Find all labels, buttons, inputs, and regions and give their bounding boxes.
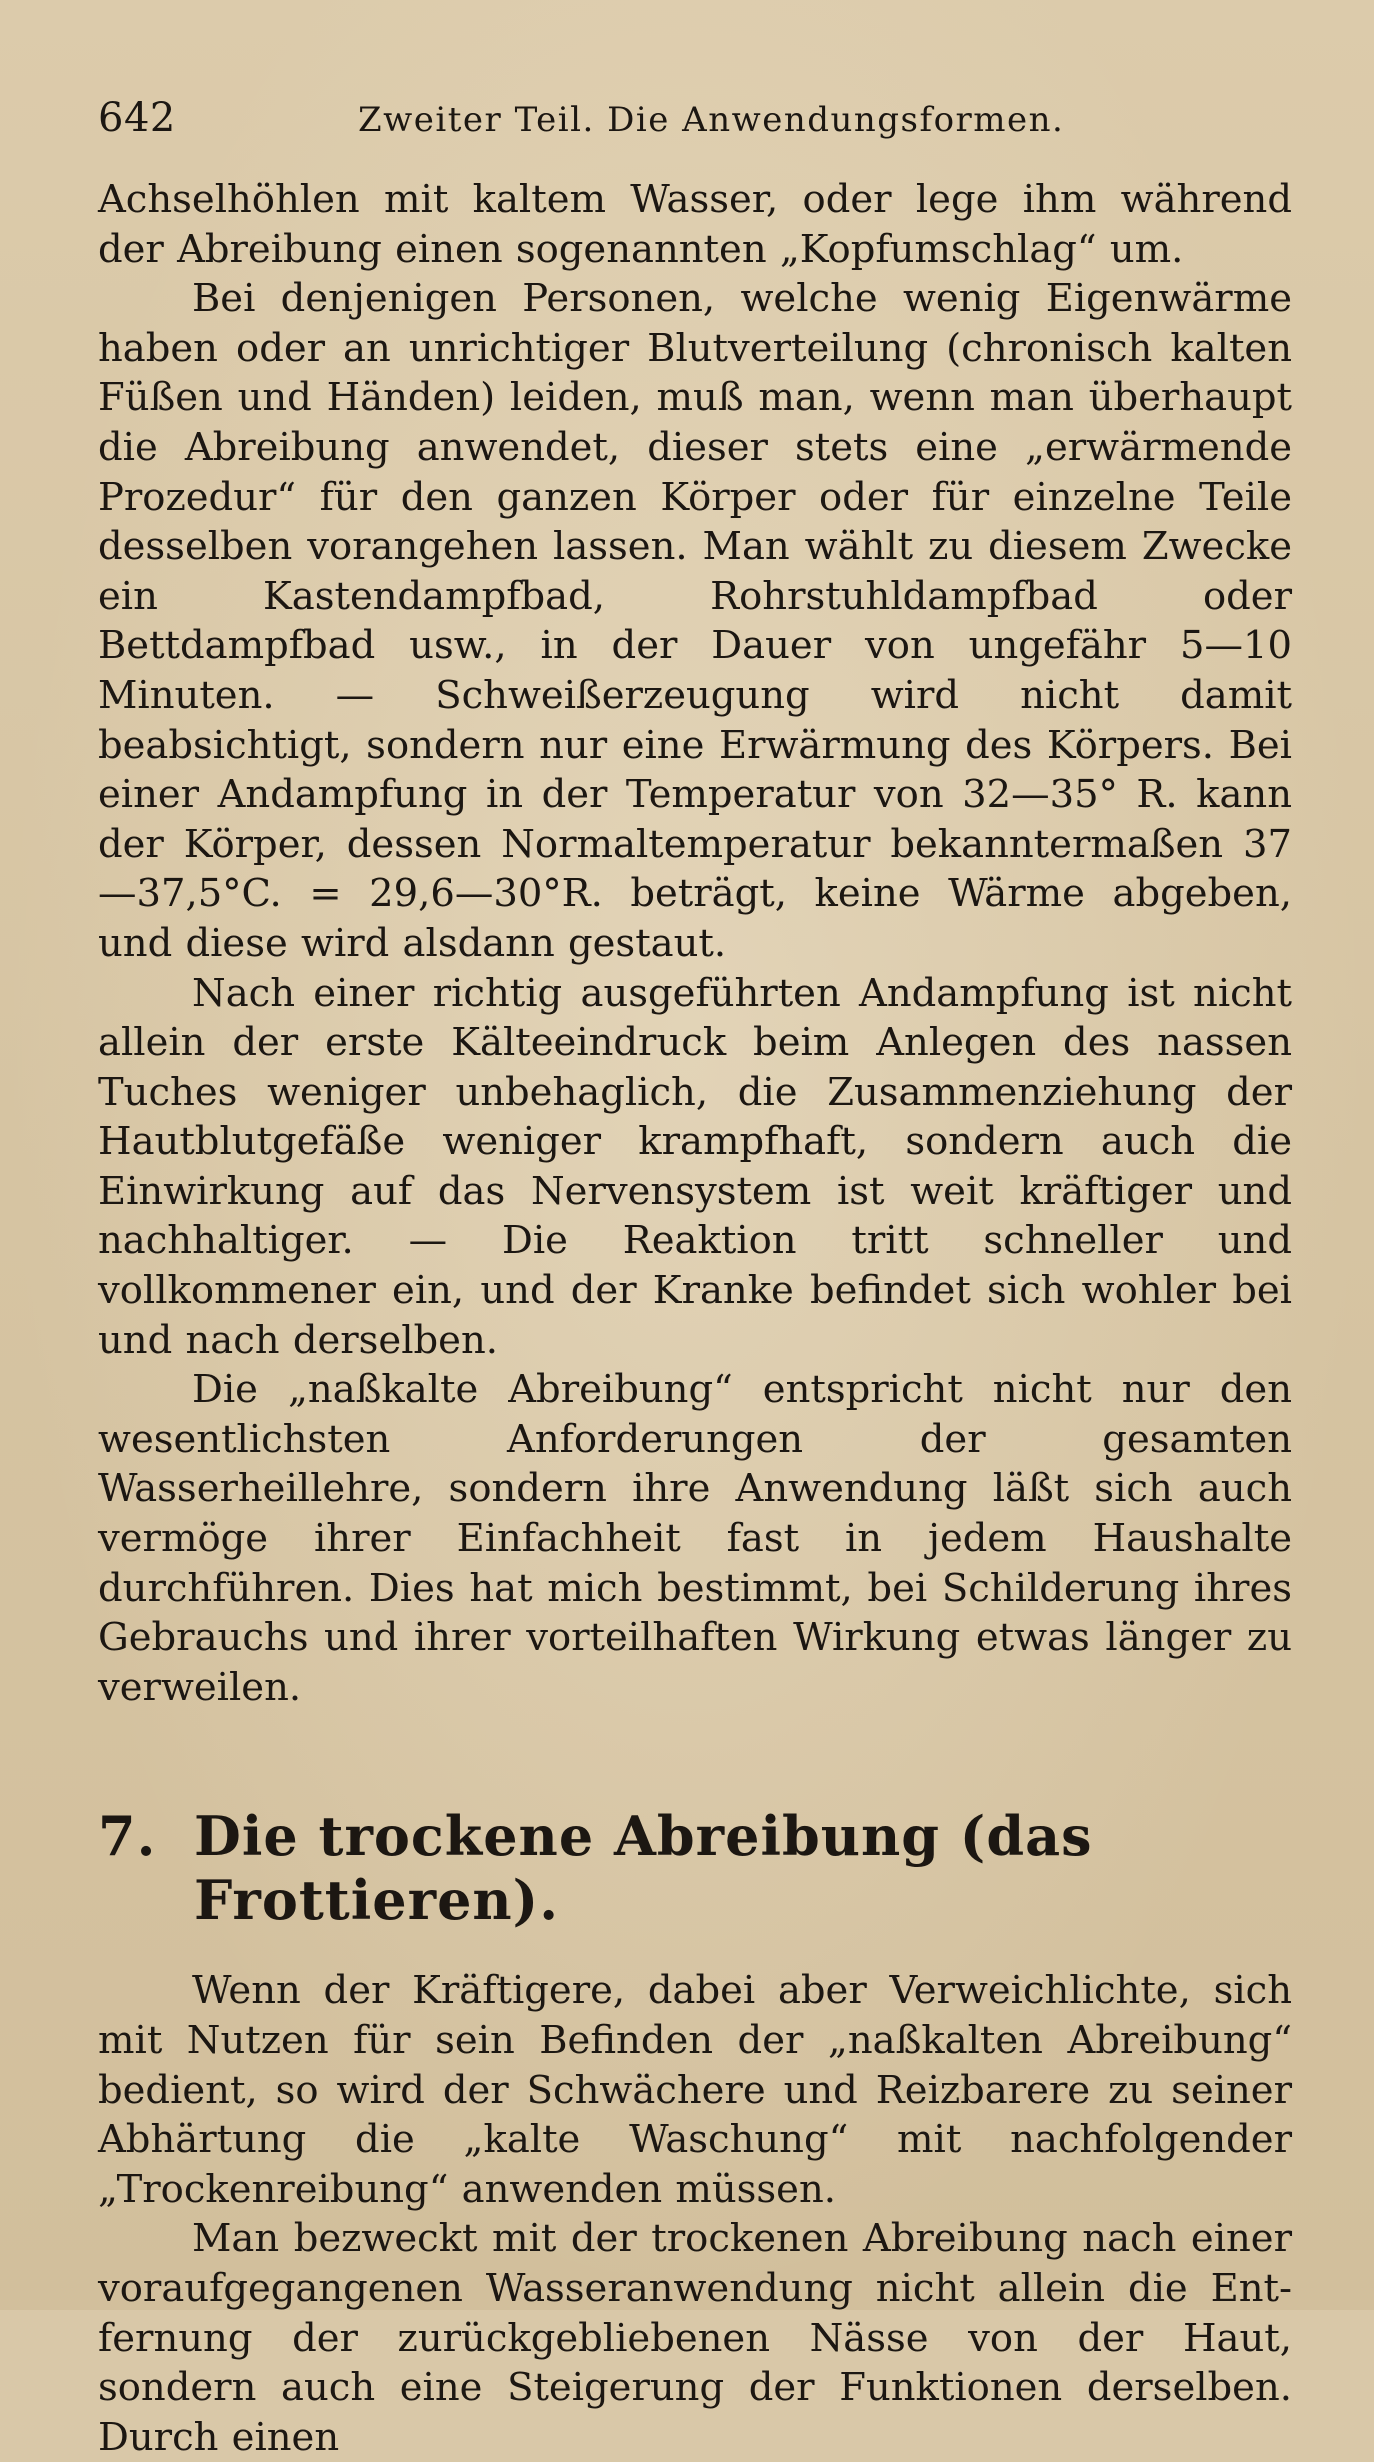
section-heading [98, 1804, 1292, 1932]
body-text-after-section [98, 1966, 1292, 2462]
paragraph-continuation: Achselhöhlen mit kaltem Wasser, oder lege ihm während der Abreibung einen sogenannten „Kopfumschlag“ um. [98, 177, 1292, 272]
running-head: Zweiter Teil. Die Anwendungsformen. [358, 100, 1065, 140]
page-number: 642 [98, 95, 176, 141]
page-header [98, 95, 1292, 165]
paragraph: Wenn der Kräftigere, dabei aber Verweichlichte, sich mit Nutzen für sein Befinden der „naßkalten Abreibung“ bedient, so wird der Schwächere und Reizbarere zu seiner Abhärtung die „kalte Waschung“ mit nachfolgender „Trockenreibung“ anwenden müssen. [98, 1968, 1292, 2212]
section-number: 7. [98, 1804, 157, 1869]
paragraph: Nach einer richtig ausgeführten Andampfung ist nicht allein der erste Kälteeindruck beim Anlegen des nassen Tuches weniger unbehaglich, die Zusammenziehung der Hautblutgefäße weniger krampfhaft, sondern auch die Einwirkung auf das Nervensystem ist weit kräftiger und nachhaltiger. — Die Reaktion tritt schneller und vollkommener ein, und der Kranke befindet sich wohler bei und nach derselben. [98, 970, 1292, 1363]
body-text-before-section [98, 175, 1292, 1712]
paragraph: Die „naßkalte Abreibung“ entspricht nicht nur den wesentlichsten Anforderungen der gesamten Wasserheillehre, sondern ihre Anwendung läßt sich auch vermöge ihrer Einfachheit fast in jedem Haushalte durchführen. Dies hat mich bestimmt, bei Schilderung ihres Gebrauchs und ihrer vorteilhaften Wirkung etwas länger zu verweilen. [98, 1367, 1292, 1710]
paragraph: Man bezweckt mit der trockenen Abreibung nach einer voraufgegangenen Wasseranwendung nicht allein die Entfernung der zurückgebliebenen Nässe von der Haut, sondern auch eine Steigerung der Funktionen derselben. Durch einen [98, 2216, 1292, 2460]
paragraph: Bei denjenigen Personen, welche wenig Eigenwärme haben oder an unrichtiger Blutverteilung (chronisch kalten Füßen und Händen) leiden, muß man, wenn man überhaupt die Abreibung anwendet, dieser stets eine „erwärmende Prozedur“ für den ganzen Körper oder für einzelne Teile desselben vorangehen lassen. Man wählt zu diesem Zwecke ein Kastendampfbad, Rohrstuhldampfbad oder Bettdampfbad usw., in der Dauer von ungefähr 5—10 Minuten. — Schweißerzeugung wird nicht damit beabsichtigt, sondern nur eine Erwärmung des Körpers. Bei einer Andampfung in der Temperatur von 32—35° R. kann der Körper, dessen Normaltemperatur bekanntermaßen 37—37,5°C. = 29,6—30°R. beträgt, keine Wärme abgeben, und diese wird alsdann gestaut. [98, 276, 1292, 966]
section-title: Die trockene Abreibung (das Frottieren). [194, 1804, 1093, 1933]
